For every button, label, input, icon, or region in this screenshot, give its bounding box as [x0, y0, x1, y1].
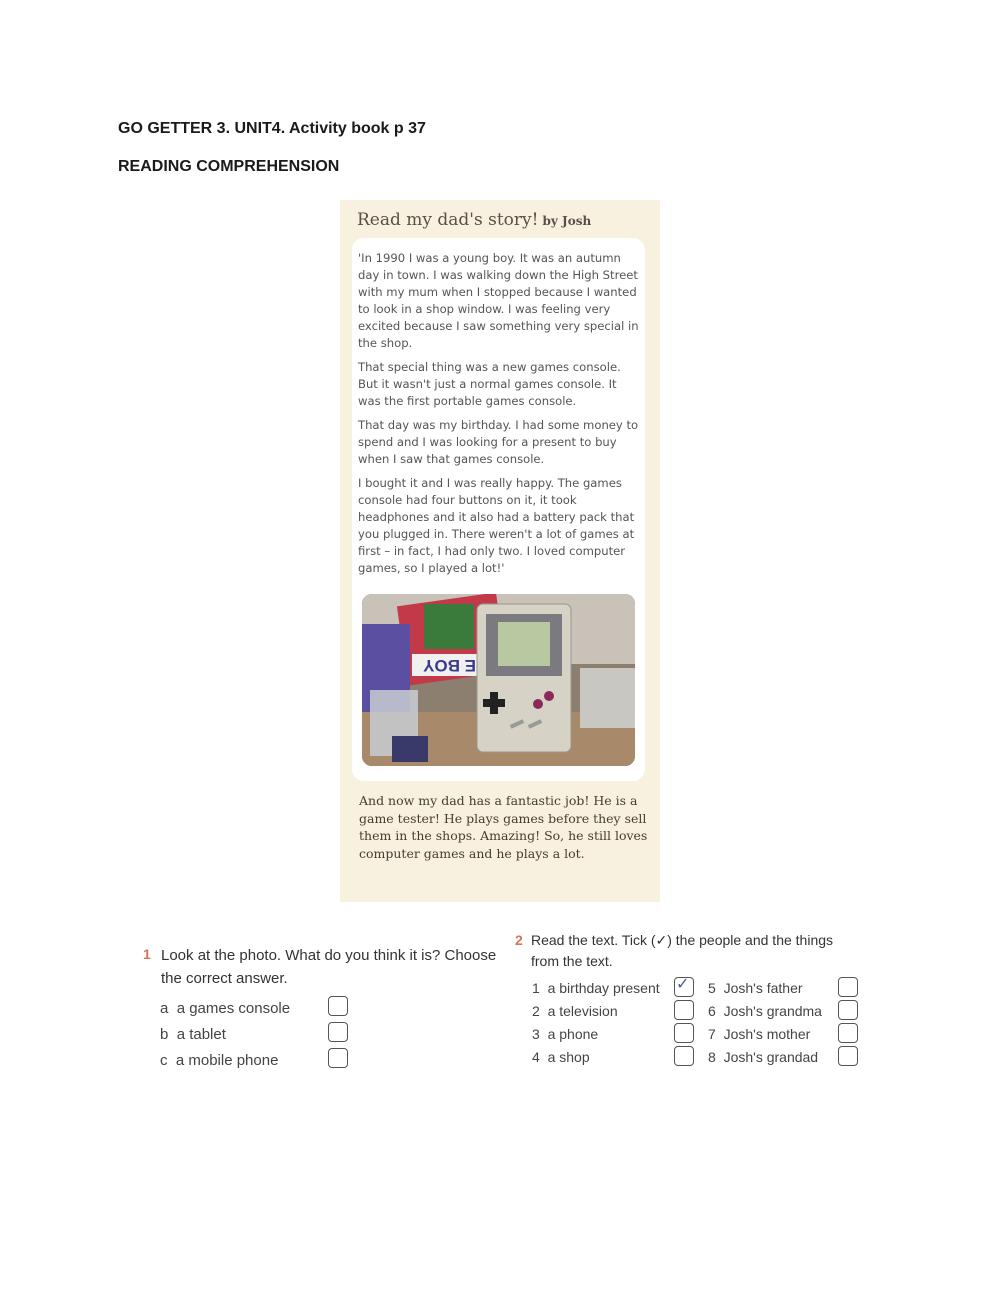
ex1-option-c-letter: c: [160, 1052, 168, 1069]
reading-card: [340, 200, 660, 902]
ex2-checkbox-7[interactable]: [838, 1023, 858, 1043]
ex1-checkbox-a[interactable]: [328, 996, 348, 1016]
ex2-item-7-text: Josh's mother: [723, 1026, 811, 1042]
ex2-item-3-text: a phone: [547, 1026, 599, 1042]
story-paragraph-4: I bought it and I was really happy. The games console had four buttons on it, it took headphones and it also had a battery pack that you plugged in. There weren't a lot of games at first – in fact, I had only two. I loved computer games, so I played a lot!': [358, 476, 635, 575]
check-mark-icon: ✓: [676, 976, 690, 993]
ex2-item-1: [532, 980, 660, 996]
ex2-item-7-number: 7: [708, 1026, 716, 1042]
ex2-item-5: [708, 980, 803, 996]
ex2-checkbox-5[interactable]: [838, 977, 858, 997]
ex2-item-4: [532, 1049, 590, 1065]
exercise-1-instructions: Look at the photo. What do you think it is? Choose the correct answer.: [161, 947, 497, 987]
box-label: E BOY: [423, 656, 476, 675]
story-byline: by Josh: [542, 214, 592, 228]
ex1-option-a-letter: a: [160, 1000, 169, 1017]
exercise-1-number: 1: [143, 946, 151, 962]
worksheet-title: GO GETTER 3. UNIT4. Activity book p 37: [118, 120, 426, 137]
ex2-checkbox-6[interactable]: [838, 1000, 858, 1020]
ex1-checkbox-c[interactable]: [328, 1048, 348, 1068]
ex2-item-3-number: 3: [532, 1026, 540, 1042]
ex2-item-8-number: 8: [708, 1049, 716, 1065]
ex2-checkbox-3[interactable]: [674, 1023, 694, 1043]
game-console-photo: [362, 594, 635, 766]
ex1-option-a-text: a games console: [176, 1000, 291, 1017]
ex1-option-b-text: a tablet: [176, 1026, 226, 1043]
ex2-item-3: [532, 1026, 598, 1042]
story-paragraph-2: That special thing was a new games console. But it wasn't just a normal games console. It was the first portable games console.: [358, 360, 621, 408]
exercise-2-instructions: Read the text. Tick (✓) the people and the things from the text.: [531, 932, 834, 969]
section-heading: READING COMPREHENSION: [118, 158, 340, 175]
ex2-item-6-text: Josh's grandma: [723, 1003, 822, 1019]
ex2-item-6-number: 6: [708, 1003, 716, 1019]
ex2-item-1-number: 1: [532, 980, 540, 996]
ex2-item-7: [708, 1026, 810, 1042]
ex2-checkbox-4[interactable]: [674, 1046, 694, 1066]
ex2-item-2-text: a television: [547, 1003, 618, 1019]
ex2-item-5-text: Josh's father: [723, 980, 803, 996]
ex1-option-a: [160, 1000, 290, 1017]
ex2-item-6: [708, 1003, 822, 1019]
ex2-checkbox-2[interactable]: [674, 1000, 694, 1020]
ex2-item-8-text: Josh's grandad: [723, 1049, 819, 1065]
ex1-option-b: [160, 1026, 226, 1043]
story-paragraph-1: 'In 1990 I was a young boy. It was an autumn day in town. I was walking down the High Street with my mum when I stopped because I wanted to look in a shop window. I was feeling very excited because I saw something very special in the shop.: [358, 251, 639, 350]
story-ending: And now my dad has a fantastic job! He is a game tester! He plays games before they sell them in the shops. Amazing! So, he still loves computer games and he plays a lot.: [359, 793, 648, 861]
ex2-checkbox-8[interactable]: [838, 1046, 858, 1066]
story-title-text: Read my dad's story!: [357, 210, 539, 230]
ex2-item-1-text: a birthday present: [547, 980, 660, 996]
ex2-item-4-number: 4: [532, 1049, 540, 1065]
ex2-item-5-number: 5: [708, 980, 716, 996]
ex2-item-8: [708, 1049, 818, 1065]
ex2-item-2: [532, 1003, 618, 1019]
ex2-item-2-number: 2: [532, 1003, 540, 1019]
ex2-item-4-text: a shop: [547, 1049, 590, 1065]
ex1-option-b-letter: b: [160, 1026, 169, 1043]
story-title: [357, 210, 591, 230]
ex1-checkbox-b[interactable]: [328, 1022, 348, 1042]
ex1-option-c-text: a mobile phone: [175, 1052, 279, 1069]
story-paragraph-3: That day was my birthday. I had some money to spend and I was looking for a present to buy when I saw that games console.: [358, 418, 639, 466]
ex2-checkbox-1[interactable]: [674, 977, 694, 997]
exercise-2-number: 2: [515, 932, 523, 948]
ex1-option-c: [160, 1052, 278, 1069]
